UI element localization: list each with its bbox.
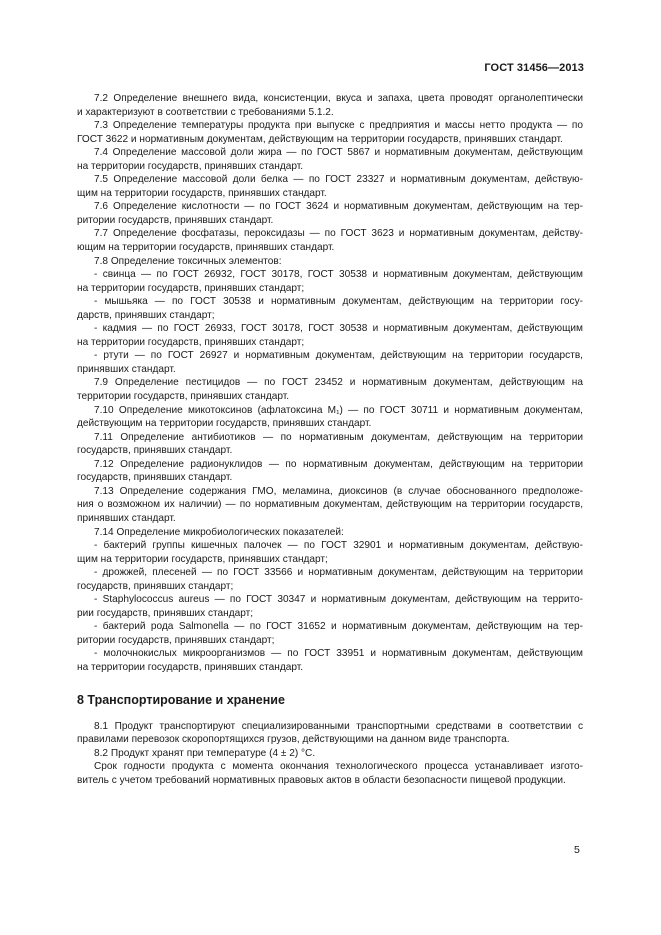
paragraph-first-line: - мышьяка — по ГОСТ 30538 и нормативным документам, действующим на территории госу- [94, 296, 583, 308]
paragraph-continuation: ния о возможном их наличии) — по нормативным документам, действующим на территории государств, принявших стандарт. [77, 499, 583, 524]
paragraph-first-line: 7.10 Определение микотоксинов (афлатоксина M₁) — по ГОСТ 30711 и нормативным документам, [94, 404, 583, 416]
section-7-paragraph [77, 647, 583, 674]
section-8-paragraph [77, 760, 583, 787]
section-7-paragraph [77, 173, 583, 200]
paragraph-continuation: дарств, принявших стандарт; [77, 309, 215, 321]
section-8-heading: 8 Транспортирование и хранение [77, 692, 285, 707]
section-7-paragraph [77, 485, 583, 526]
paragraph-continuation: ГОСТ 3622 и нормативным документам, действующим на территории государств, принявших стандарт. [77, 133, 563, 145]
paragraph-first-line: 7.9 Определение пестицидов — по ГОСТ 23452 и нормативным документам, действующим на [94, 377, 583, 389]
paragraph-first-line: 8.2 Продукт хранят при температуре (4 ± 2) °С. [94, 747, 316, 759]
section-7-paragraph [77, 431, 583, 458]
section-7-paragraph [77, 458, 583, 485]
paragraph-continuation: и характеризуют в соответствии с требованиями 5.1.2. [77, 106, 334, 118]
section-7-paragraph [77, 376, 583, 403]
section-7-paragraph [77, 322, 583, 349]
section-8-paragraph [77, 720, 583, 747]
document-body [77, 92, 583, 787]
section-7-list [77, 92, 583, 675]
paragraph-first-line: Срок годности продукта с момента окончания технологического процесса устанавливает изгото- [94, 761, 583, 773]
section-7-paragraph [77, 227, 583, 254]
section-7-paragraph [77, 593, 583, 620]
paragraph-first-line: 8.1 Продукт транспортируют специализированными транспортными средствами в соответствии с [94, 720, 583, 732]
paragraph-continuation: щим на территории государств, принявших стандарт. [77, 187, 327, 199]
paragraph-continuation: на территории государств, принявших стандарт; [77, 336, 305, 348]
paragraph-first-line: 7.13 Определение содержания ГМО, меламина, диоксинов (в случае обоснованного предположе- [94, 485, 583, 497]
paragraph-continuation: территории государств, принявших стандарт. [77, 391, 290, 403]
section-7-paragraph [77, 295, 583, 322]
paragraph-first-line: - свинца — по ГОСТ 26932, ГОСТ 30178, ГОСТ 30538 и нормативным документам, действующим [94, 269, 583, 281]
paragraph-continuation: на территории государств, принявших стандарт. [77, 661, 304, 673]
paragraph-first-line: 7.4 Определение массовой доли жира — по ГОСТ 5867 и нормативным документам, действующим [94, 147, 583, 159]
paragraph-first-line: - дрожжей, плесеней — по ГОСТ 33566 и нормативным документам, действующим на территории [94, 567, 583, 579]
paragraph-first-line: 7.14 Определение микробиологических показателей: [94, 526, 344, 538]
paragraph-first-line: 7.5 Определение массовой доли белка — по ГОСТ 23327 и нормативным документам, действую- [94, 174, 583, 186]
paragraph-first-line: - Staphylococcus aureus — по ГОСТ 30347 и нормативным документам, действующим на террито- [94, 594, 583, 606]
section-7-paragraph [77, 268, 583, 295]
paragraph-first-line: - молочнокислых микроорганизмов — по ГОСТ 33951 и нормативным документам, действующим [94, 648, 583, 660]
paragraph-continuation: государств, принявших стандарт; [77, 580, 234, 592]
section-7-paragraph [77, 526, 583, 540]
paragraph-first-line: 7.11 Определение антибиотиков — по нормативным документам, действующим на территории [94, 431, 583, 443]
section-7-paragraph [77, 92, 583, 119]
paragraph-first-line: - бактерий рода Salmonella — по ГОСТ 31652 и нормативным документам, действующим на тер- [94, 621, 583, 633]
section-8-list [77, 720, 583, 788]
paragraph-continuation: принявших стандарт. [77, 363, 176, 375]
paragraph-first-line: 7.12 Определение радионуклидов — по нормативным документам, действующим на территории [94, 458, 583, 470]
paragraph-continuation: на территории государств, принявших стандарт. [77, 160, 304, 172]
document-header: ГОСТ 31456—2013 [484, 62, 584, 74]
paragraph-continuation: на территории государств, принявших стандарт; [77, 282, 305, 294]
paragraph-continuation: ритории государств, принявших стандарт; [77, 634, 275, 646]
paragraph-continuation: правилами перевозок скоропортящихся грузов, действующими на данном виде транспорта. [77, 734, 510, 746]
paragraph-first-line: 7.3 Определение температуры продукта при выпуске с предприятия и массы нетто продукта — по [94, 120, 583, 132]
paragraph-continuation: действующим на территории государств, принявших стандарт. [77, 418, 372, 430]
section-7-paragraph [77, 200, 583, 227]
paragraph-first-line: 7.6 Определение кислотности — по ГОСТ 3624 и нормативным документам, действующим на тер- [94, 201, 583, 213]
paragraph-continuation: государств, принявших стандарт. [77, 472, 233, 484]
paragraph-first-line: - ртути — по ГОСТ 26927 и нормативным документам, действующим на территории государств, [94, 350, 583, 362]
section-7-paragraph [77, 119, 583, 146]
paragraph-first-line: - бактерий группы кишечных палочек — по ГОСТ 32901 и нормативным документам, действую- [94, 540, 583, 552]
section-7-paragraph [77, 255, 583, 269]
paragraph-continuation: ритории государств, принявших стандарт. [77, 214, 274, 226]
paragraph-continuation: щим на территории государств, принявших стандарт; [77, 553, 328, 565]
paragraph-continuation: государств, принявших стандарт. [77, 445, 233, 457]
paragraph-continuation: витель с учетом требований нормативных правовых актов в области безопасности пищевой продукции. [77, 774, 566, 786]
section-7-paragraph [77, 566, 583, 593]
section-7-paragraph [77, 349, 583, 376]
section-7-paragraph [77, 404, 583, 431]
paragraph-first-line: 7.2 Определение внешнего вида, консистенции, вкуса и запаха, цвета проводят органолептически [94, 93, 583, 104]
paragraph-first-line: - кадмия — по ГОСТ 26933, ГОСТ 30178, ГОСТ 30538 и нормативным документам, действующим [94, 323, 583, 335]
paragraph-first-line: 7.8 Определение токсичных элементов: [94, 255, 282, 267]
section-7-paragraph [77, 146, 583, 173]
section-8-paragraph [77, 747, 583, 761]
section-7-paragraph [77, 539, 583, 566]
page-number: 5 [574, 844, 580, 856]
paragraph-first-line: 7.7 Определение фосфатазы, пероксидазы — по ГОСТ 3623 и нормативным документам, действу- [94, 228, 583, 240]
paragraph-continuation: ющим на территории государств, принявших стандарт. [77, 242, 335, 254]
paragraph-continuation: рии государств, принявших стандарт; [77, 607, 254, 619]
section-7-paragraph [77, 620, 583, 647]
